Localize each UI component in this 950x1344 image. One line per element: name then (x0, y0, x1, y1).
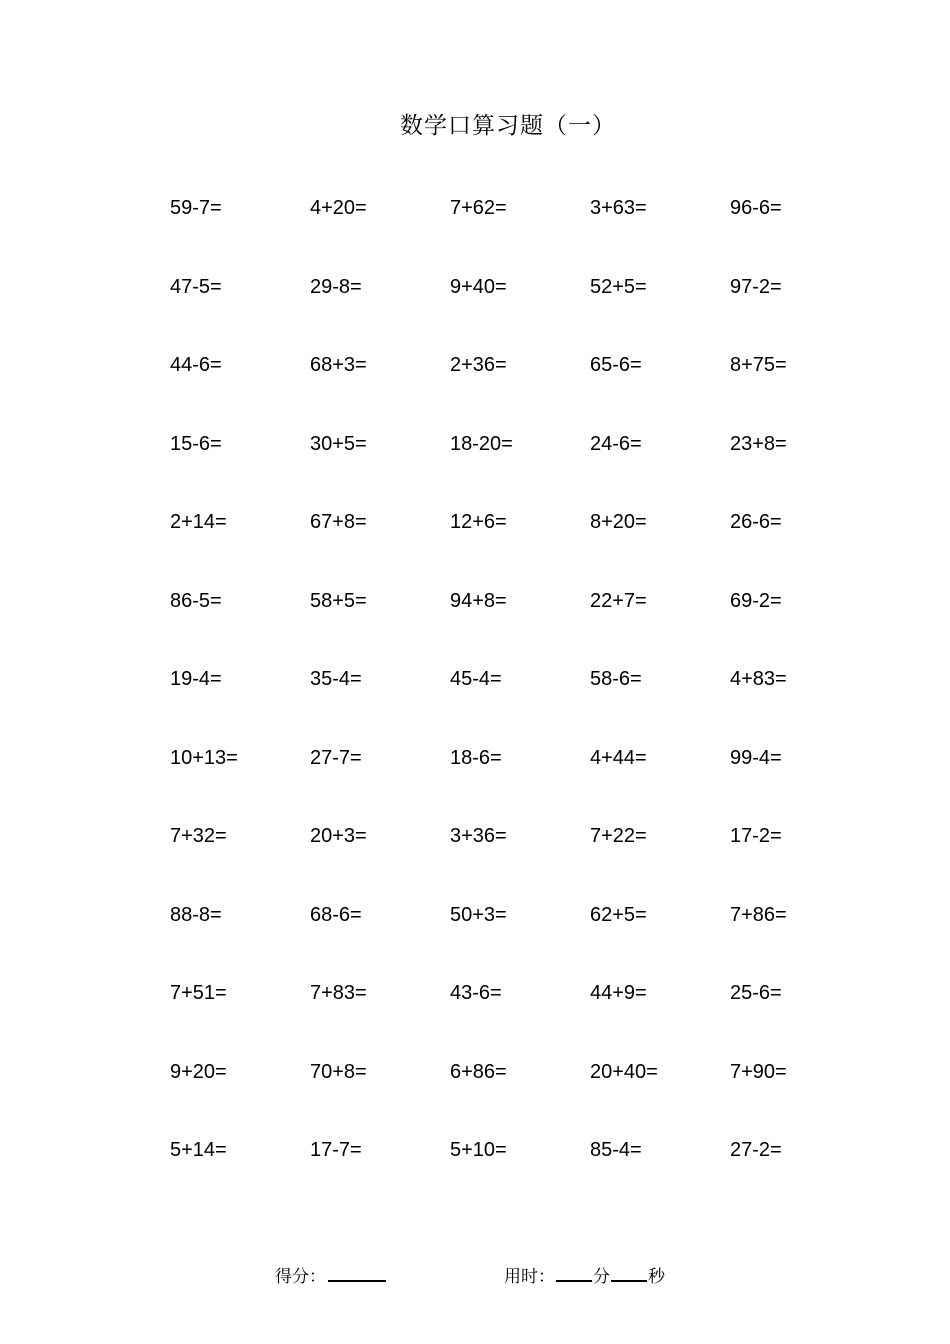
problem-item: 4+83= (730, 668, 787, 690)
problem-item: 6+86= (450, 1060, 507, 1083)
problem-row (170, 430, 870, 509)
problem-item: 26-6= (730, 511, 782, 533)
problem-item: 5+14= (170, 1139, 227, 1161)
time-section (504, 1260, 665, 1291)
problem-item: 7+86= (730, 903, 787, 926)
minutes-label: 分 (593, 1267, 610, 1287)
problem-item: 27-2= (730, 1139, 782, 1161)
problem-row (170, 665, 870, 744)
problem-item: 70+8= (310, 1060, 367, 1083)
problem-item: 67+8= (310, 511, 367, 533)
problem-row (170, 587, 870, 666)
problem-item: 9+20= (170, 1060, 227, 1083)
problem-item: 5+10= (450, 1139, 507, 1161)
problem-item: 24-6= (590, 432, 642, 455)
problem-item: 2+14= (170, 511, 227, 533)
problem-item: 43-6= (450, 982, 502, 1004)
seconds-blank (611, 1260, 647, 1282)
problem-item: 8+20= (590, 511, 647, 533)
problem-item: 94+8= (450, 589, 507, 612)
problem-item: 3+36= (450, 825, 507, 847)
problem-item: 97-2= (730, 275, 782, 298)
problem-item: 85-4= (590, 1139, 642, 1161)
problem-item: 3+63= (590, 197, 647, 219)
problem-item: 20+40= (590, 1060, 658, 1083)
problem-item: 86-5= (170, 589, 222, 612)
score-blank (328, 1260, 386, 1282)
problem-row (170, 901, 870, 980)
problem-item: 88-8= (170, 903, 222, 926)
problem-row (170, 822, 870, 901)
problem-item: 4+20= (310, 197, 367, 219)
score-section (275, 1260, 387, 1291)
problem-item: 44+9= (590, 982, 647, 1004)
footer (0, 1260, 950, 1288)
problem-item: 68-6= (310, 903, 362, 926)
problem-item: 7+62= (450, 197, 507, 219)
minutes-blank (556, 1260, 592, 1282)
problem-item: 12+6= (450, 511, 507, 533)
problem-item: 19-4= (170, 668, 222, 690)
page-title: 数学口算习题（一） (400, 113, 616, 139)
seconds-label: 秒 (648, 1267, 665, 1287)
problem-row (170, 744, 870, 823)
problem-item: 30+5= (310, 432, 367, 455)
problem-item: 17-7= (310, 1139, 362, 1161)
problem-row (170, 1136, 870, 1215)
problem-item: 7+32= (170, 825, 227, 847)
problem-item: 7+22= (590, 825, 647, 847)
problem-item: 4+44= (590, 746, 647, 769)
problem-row (170, 351, 870, 430)
problem-item: 15-6= (170, 432, 222, 455)
problem-item: 7+90= (730, 1060, 787, 1083)
problem-item: 18-20= (450, 432, 513, 455)
problem-item: 96-6= (730, 197, 782, 219)
problem-item: 23+8= (730, 432, 787, 455)
problem-item: 44-6= (170, 354, 222, 376)
problem-row (170, 194, 870, 273)
problem-item: 8+75= (730, 354, 787, 376)
problem-row (170, 1058, 870, 1137)
problem-item: 7+51= (170, 982, 227, 1004)
problem-item: 69-2= (730, 589, 782, 612)
problem-row (170, 273, 870, 352)
problem-item: 25-6= (730, 982, 782, 1004)
problem-row (170, 979, 870, 1058)
problem-item: 10+13= (170, 746, 238, 769)
problem-item: 68+3= (310, 354, 367, 376)
problem-item: 62+5= (590, 903, 647, 926)
problem-item: 29-8= (310, 275, 362, 298)
problem-item: 58-6= (590, 668, 642, 690)
problem-item: 27-7= (310, 746, 362, 769)
problem-item: 22+7= (590, 589, 647, 612)
problem-item: 7+83= (310, 982, 367, 1004)
problem-item: 9+40= (450, 275, 507, 298)
problem-item: 47-5= (170, 275, 222, 298)
problem-item: 58+5= (310, 589, 367, 612)
problem-item: 59-7= (170, 197, 222, 219)
problem-item: 20+3= (310, 825, 367, 847)
problem-item: 2+36= (450, 354, 507, 376)
problem-item: 17-2= (730, 825, 782, 847)
score-label: 得分： (275, 1267, 326, 1287)
problem-row (170, 508, 870, 587)
problem-item: 65-6= (590, 354, 642, 376)
problem-item: 35-4= (310, 668, 362, 690)
problem-item: 18-6= (450, 746, 502, 769)
problem-item: 99-4= (730, 746, 782, 769)
problem-item: 50+3= (450, 903, 507, 926)
problem-item: 45-4= (450, 668, 502, 690)
problem-item: 52+5= (590, 275, 647, 298)
time-label: 用时： (504, 1267, 555, 1287)
problem-grid (170, 194, 870, 1215)
